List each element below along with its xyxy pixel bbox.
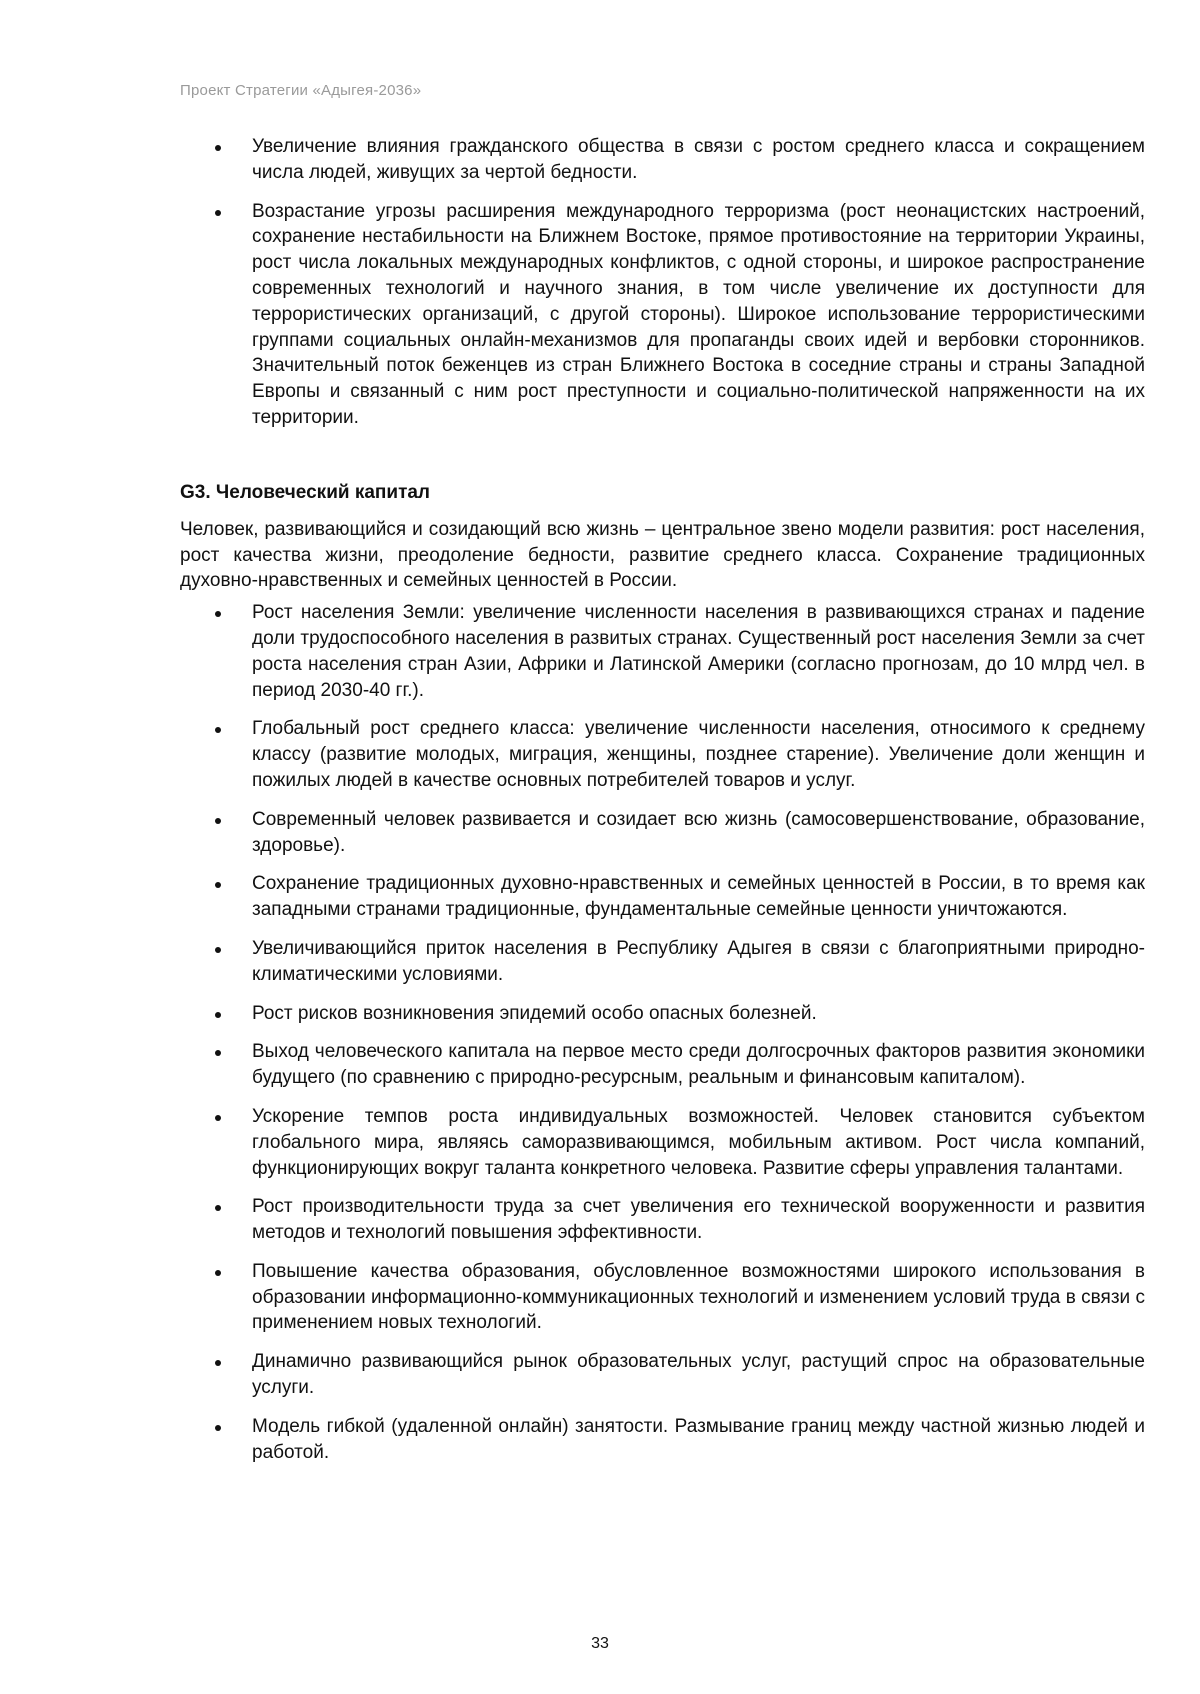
bullet-icon (215, 145, 221, 151)
list-item: Увеличивающийся приток населения в Республику Адыгея в связи с благоприятными природно-климатическими условиями. (180, 936, 1145, 988)
bullet-icon (215, 1360, 221, 1366)
section-bullet-list (180, 600, 1145, 1465)
section-heading: G3. Человеческий капитал (180, 481, 431, 503)
list-item: Динамично развивающийся рынок образовательных услуг, растущий спрос на образовательные услуги. (180, 1349, 1145, 1401)
list-item: Увеличение влияния гражданского общества в связи с ростом среднего класса и сокращением числа людей, живущих за чертой бедности. (180, 134, 1145, 186)
list-item: Рост производительности труда за счет увеличения его технической вооруженности и развития методов и технологий повышения эффективности. (180, 1194, 1145, 1246)
list-item: Повышение качества образования, обусловленное возможностями широкого использования в образовании информационно-коммуникационных технологий и изменением условий труда в связи с применением новых технологий. (180, 1259, 1145, 1336)
list-item: Современный человек развивается и созидает всю жизнь (самосовершенствование, образование, здоровье). (180, 807, 1145, 859)
bullet-icon (215, 1012, 221, 1018)
list-item: Выход человеческого капитала на первое место среди долгосрочных факторов развития экономики будущего (по сравнению с природно-ресурсным, реальным и финансовым капиталом). (180, 1039, 1145, 1091)
bullet-icon (215, 1115, 221, 1121)
bullet-icon (215, 1270, 221, 1276)
bullet-icon (215, 1425, 221, 1431)
page-content (180, 134, 1145, 1478)
bullet-icon (215, 882, 221, 888)
list-item: Модель гибкой (удаленной онлайн) занятости. Размывание границ между частной жизнью людей и работой. (180, 1414, 1145, 1466)
bullet-icon (215, 818, 221, 824)
bullet-icon (215, 947, 221, 953)
list-item: Глобальный рост среднего класса: увеличение численности населения, относимого к среднему классу (развитие молодых, миграция, женщины, позднее старение). Увеличение доли женщин и пожилых людей в качестве основных потребителей товаров и услуг. (180, 716, 1145, 793)
bullet-icon (215, 1205, 221, 1211)
top-bullet-list (180, 134, 1145, 431)
list-item: Сохранение традиционных духовно-нравственных и семейных ценностей в России, в то время как западными странами традиционные, фундаментальные семейные ценности уничтожаются. (180, 871, 1145, 923)
list-item: Рост рисков возникновения эпидемий особо опасных болезней. (180, 1001, 1145, 1027)
page-number: 33 (591, 1635, 609, 1652)
bullet-icon (215, 611, 221, 617)
running-header: Проект Стратегии «Адыгея-2036» (180, 82, 422, 99)
list-item: Рост населения Земли: увеличение численности населения в развивающихся странах и падение доли трудоспособного населения в развитых странах. Существенный рост населения Земли за счет роста населения стран Азии, Африки и Латинской Америки (согласно прогнозам, до 10 млрд чел. в период 2030-40 гг.). (180, 600, 1145, 703)
bullet-icon (215, 210, 221, 216)
bullet-icon (215, 1050, 221, 1056)
list-item: Возрастание угрозы расширения международного терроризма (рост неонацистских настроений, сохранение нестабильности на Ближнем Востоке, прямое противостояние на территории Украины, рост числа локальных международных конфликтов, с одной стороны, и широкое распространение современных технологий и научного знания, в том числе увеличение их доступности для террористических организаций, с другой стороны). Широкое использование террористическими группами социальных онлайн-механизмов для пропаганды своих идей и вербовки сторонников. Значительный поток беженцев из стран Ближнего Востока в соседние страны и страны Западной Европы и связанный с ним рост преступности и социально-политической напряженности на их территории. (180, 199, 1145, 431)
list-item: Ускорение темпов роста индивидуальных возможностей. Человек становится субъектом глобального мира, являясь саморазвивающимся, мобильным активом. Рост числа компаний, функционирующих вокруг таланта конкретного человека. Развитие сферы управления талантами. (180, 1104, 1145, 1181)
bullet-icon (215, 727, 221, 733)
section-intro: Человек, развивающийся и созидающий всю жизнь – центральное звено модели развития: рост населения, рост качества жизни, преодоление бедности, развитие среднего класса. Сохранение традиционных духовно-нравственных и семейных ценностей в России. (180, 518, 1145, 592)
